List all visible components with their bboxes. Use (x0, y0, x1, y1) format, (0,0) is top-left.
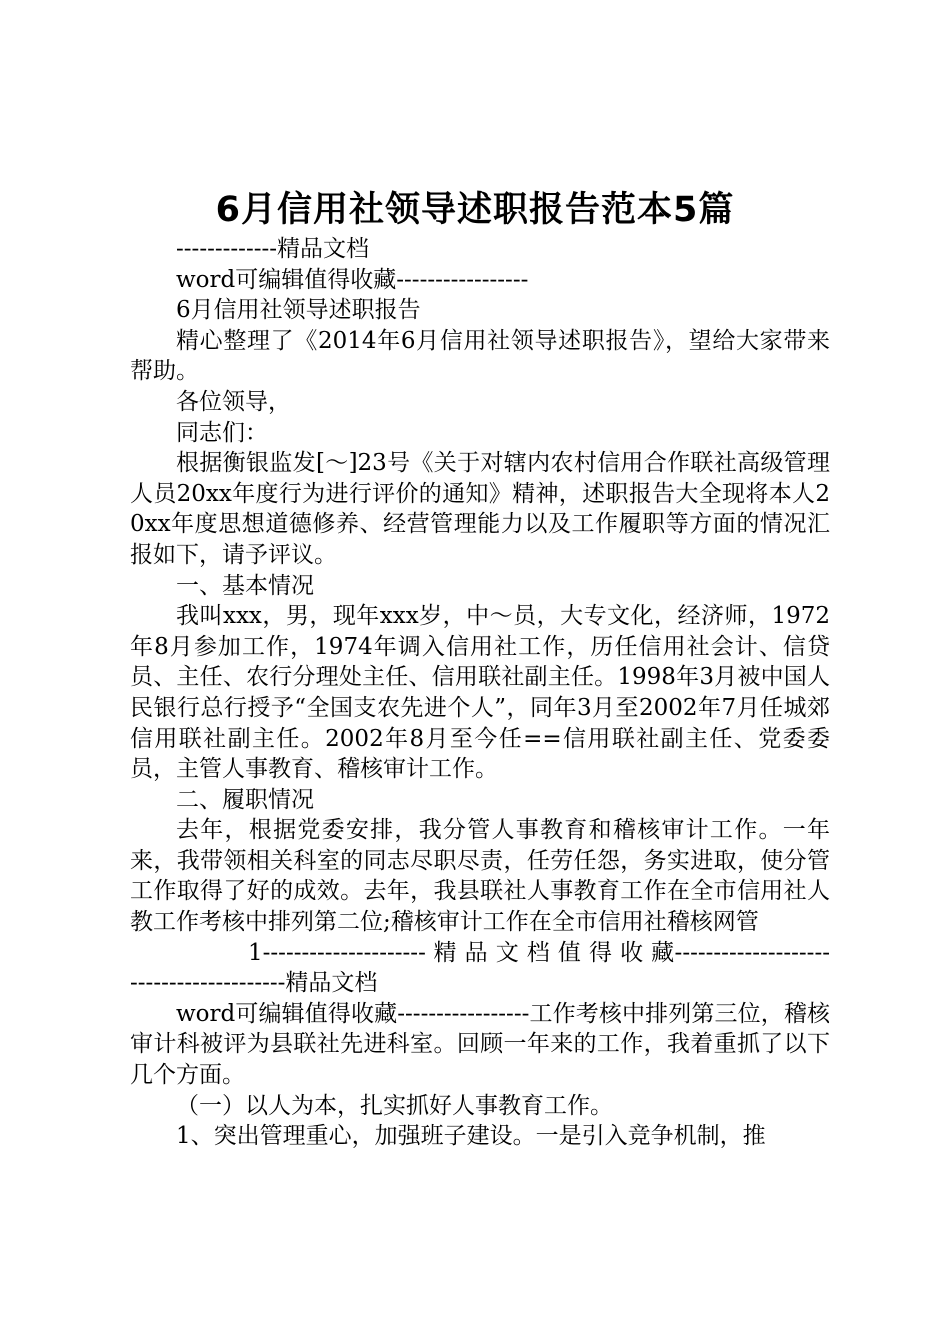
subtitle: 6月信用社领导述职报告 (176, 297, 421, 324)
salutation-leaders: 各位领导， (176, 388, 291, 415)
opening-paragraph: 根据衡银监发[～]23号《关于对辖内农村信用合作联社高级管理人员20xx年度行为进行评价的通知》精神，述职报告大全现将本人20xx年度思想道德修养、经营管理能力以及工作履职等方面的情况汇报如下，请予评议。 (130, 450, 830, 568)
document-title: 6月信用社领导述职报告范本5篇 (215, 190, 735, 230)
subsection-heading: （一）以人为本，扎实抓好人事教育工作。 (176, 1092, 613, 1119)
header-note: word可编辑值得收藏----------------- (176, 266, 529, 293)
item-paragraph: 1、突出管理重心，加强班子建设。一是引入竞争机制，推 (176, 1123, 766, 1150)
duty-paragraph: 去年，根据党委安排，我分管人事教育和稽核审计工作。一年来，我带领相关科室的同志尽职尽责，任劳任怨，务实进取，使分管工作取得了好的成效。去年，我县联社人事教育工作在全市信用社人教工作考核中排列第二位;稽核审计工作在全市信用社稽核网管 (130, 817, 830, 936)
salutation-comrades: 同志们： (176, 419, 268, 446)
page-break-footer: 1--------------------- 精 品 文 档 值 得 收 藏----------------------------------------精品文档 (130, 939, 830, 997)
section-heading-duty: 二、履职情况 (176, 786, 314, 813)
continued-paragraph: word可编辑值得收藏-----------------工作考核中排列第三位，稽核审计科被评为县联社先进科室。回顾一年来的工作，我着重抓了以下几个方面。 (130, 1000, 830, 1089)
section-heading-basic: 一、基本情况 (176, 572, 314, 599)
document-body (130, 234, 830, 1152)
header-separator: -------------精品文档 (176, 236, 370, 262)
intro-paragraph: 精心整理了《2014年6月信用社领导述职报告》，望给大家带来帮助。 (130, 327, 830, 385)
basic-info-paragraph: 我叫xxx，男，现年xxx岁，中～员，大专文化，经济师，1972年8月参加工作，1974年调入信用社工作，历任信用社会计、信贷员、主任、农行分理处主任、信用联社副主任。1998年3月被中国人民银行总行授予“全国支农先进个人”，同年3月至2002年7月任城郊信用联社副主任。2002年8月至今任==信用联社副主任、党委委员，主管人事教育、稽核审计工作。 (130, 603, 830, 783)
